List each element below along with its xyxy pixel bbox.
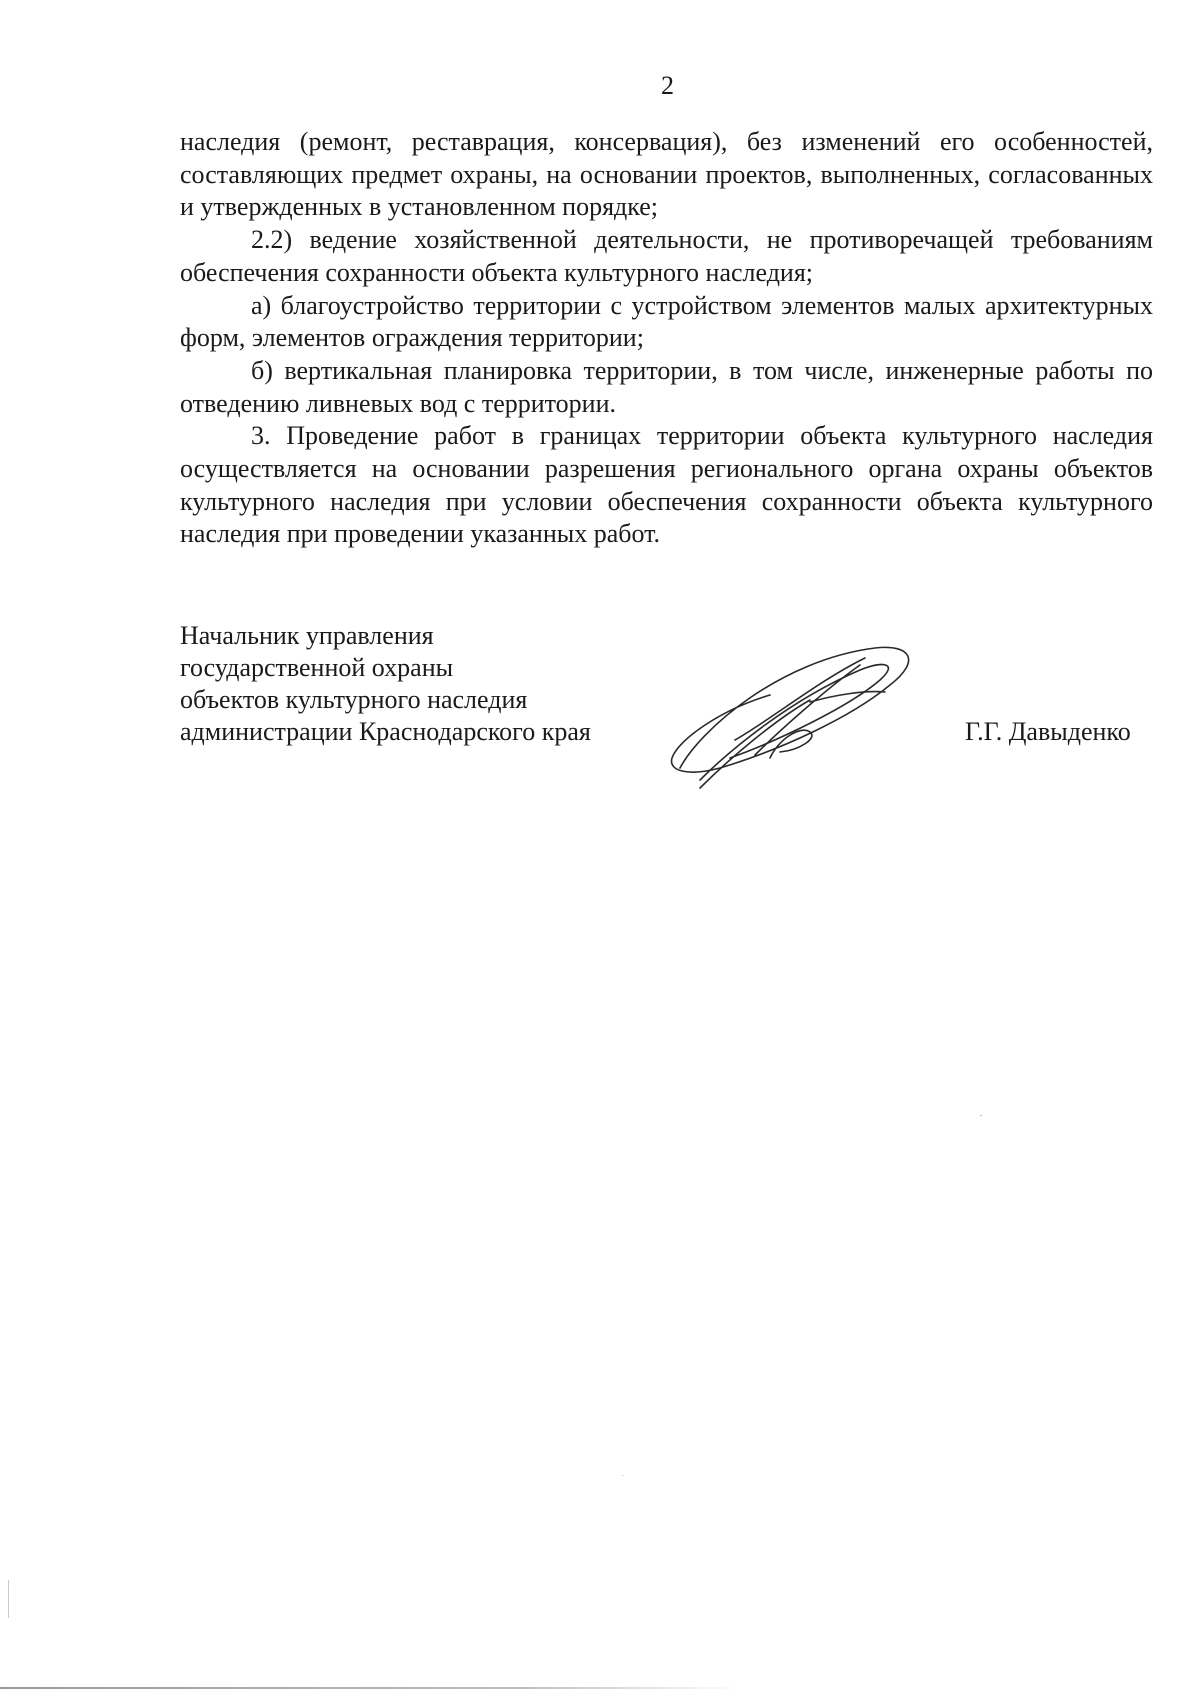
- signatory-title-line: государственной охраны: [180, 653, 454, 682]
- signatory-name: Г.Г. Давыденко: [965, 717, 1131, 746]
- scan-speck: [622, 1475, 623, 1476]
- document-body: [180, 126, 1153, 551]
- paragraph-item-a: а) благоустройство территории с устройством элементов малых архитектурных форм, элементов ограждения территории;: [180, 290, 1153, 353]
- scan-edge-mark: [8, 1580, 9, 1618]
- signatory-title-line: Начальник управления: [180, 621, 434, 650]
- paragraph-continuation: наследия (ремонт, реставрация, консервация), без изменений его особенностей, составляющих предмет охраны, на основании проектов, выполненных, согласованных и утвержденных в установленном порядке;: [180, 127, 1153, 222]
- paragraph-item-3: 3. Проведение работ в границах территории объекта культурного наследия осуществляется на основании разрешения регионального органа охраны объектов культурного наследия при условии обеспечения сохранности объекта культурного наследия при проведении указанных работ.: [180, 421, 1153, 549]
- paragraph-item-b: б) вертикальная планировка территории, в том числе, инженерные работы по отведению ливневых вод с территории.: [180, 355, 1153, 418]
- paragraph-item-2-2: 2.2) ведение хозяйственной деятельности, не противоречащей требованиям обеспечения сохранности объекта культурного наследия;: [180, 225, 1153, 287]
- page-number: 2: [661, 71, 674, 100]
- handwritten-signature: [660, 640, 920, 790]
- scan-speck: [980, 1115, 982, 1116]
- signatory-title-line: администрации Краснодарского края: [180, 717, 591, 746]
- scan-bottom-edge: [0, 1687, 740, 1689]
- signatory-title: [180, 620, 591, 748]
- signatory-title-line: объектов культурного наследия: [180, 685, 528, 714]
